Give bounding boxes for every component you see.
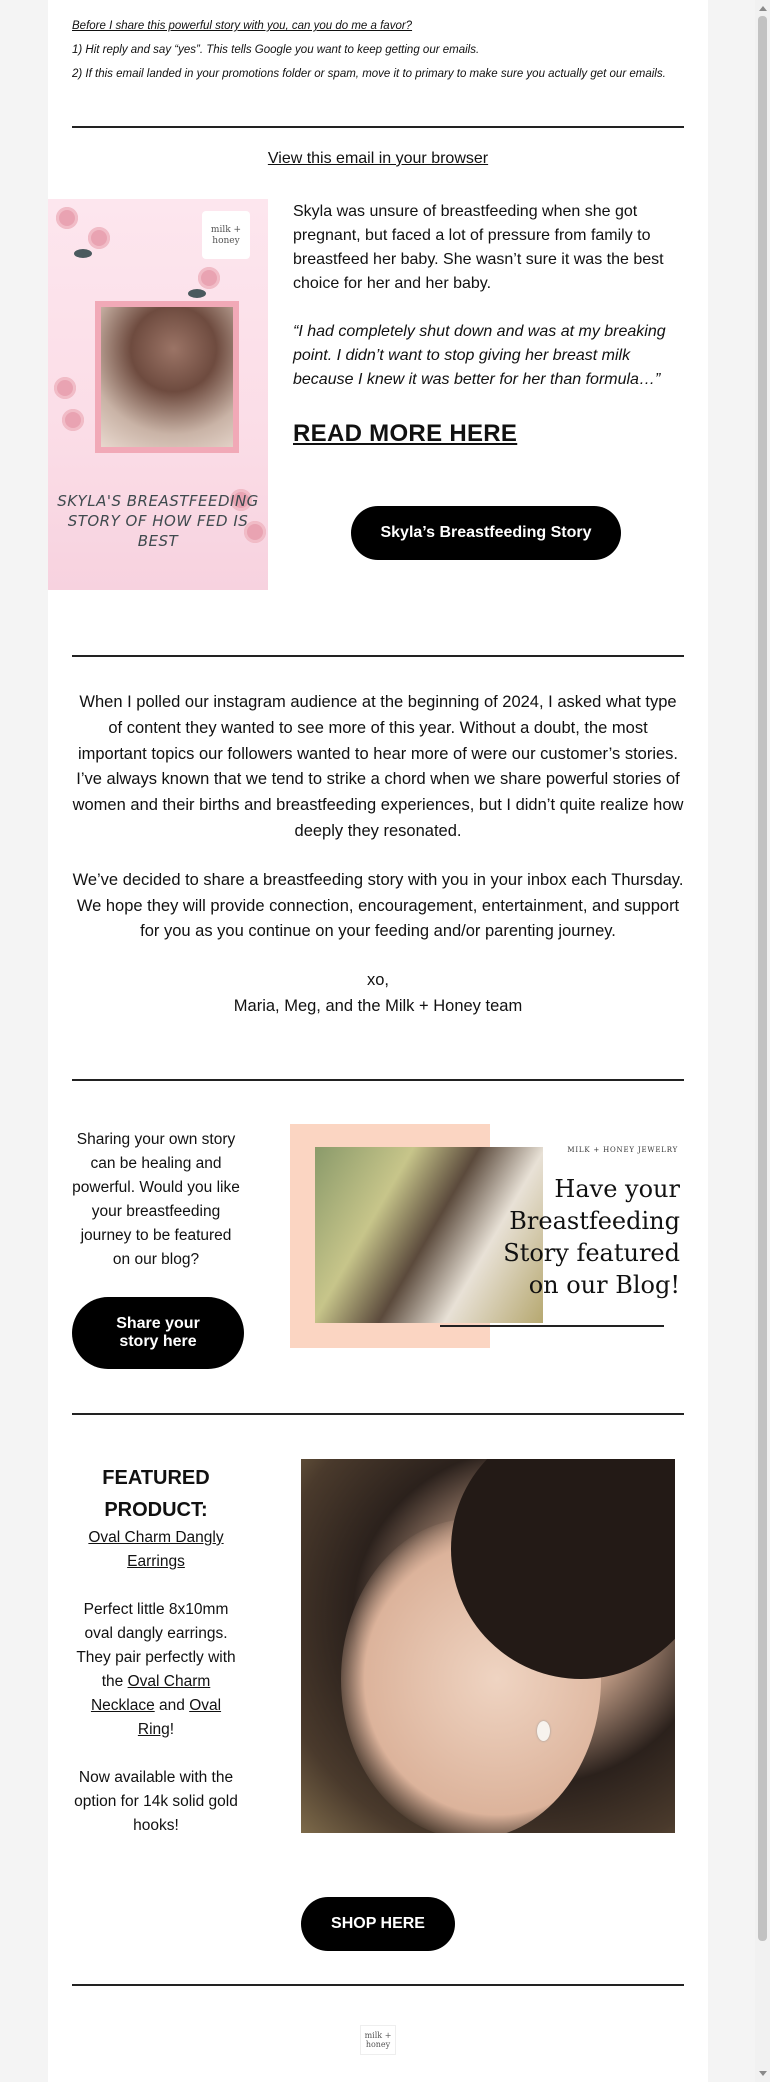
product-description <box>72 1598 240 1742</box>
skyla-story-button[interactable]: Skyla’s Breastfeeding Story <box>351 506 621 560</box>
divider <box>72 126 684 128</box>
story-intro <box>293 200 688 416</box>
preheader <box>72 14 692 86</box>
card-headline: Have your Breastfeeding Story featured on our Blog! <box>503 1175 680 1299</box>
exclamation: ! <box>169 1721 175 1738</box>
divider <box>72 1984 684 1986</box>
step-2-text: 2) If this email landed in your promotions folder or spam, move it to primary to make sure you actually get our emails. <box>72 68 666 80</box>
milk-honey-logo: milk + honey <box>202 211 250 259</box>
flower-decoration <box>198 267 220 289</box>
footer-logo[interactable]: milk + honey <box>360 2025 396 2055</box>
story-quote: “I had completely shut down and was at my breaking point. I didn’t want to stop giving her breast milk because I knew it was better for her than formula…” <box>293 323 666 388</box>
availability-text: Now available with the option for 14k solid gold hooks! <box>74 1769 238 1834</box>
leaf-decoration <box>188 289 206 298</box>
and-text: and <box>159 1697 185 1714</box>
leaf-decoration <box>74 249 92 258</box>
signoff: xo, <box>366 971 389 990</box>
shop-here-button[interactable]: SHOP HERE <box>301 1897 455 1951</box>
flower-decoration <box>62 409 84 431</box>
product-link[interactable]: Oval Charm Dangly Earrings <box>88 1529 224 1570</box>
share-story-button[interactable] <box>72 1297 244 1369</box>
earring-shape <box>537 1721 550 1741</box>
flower-decoration <box>54 377 76 399</box>
skyla-story-image[interactable] <box>48 199 268 590</box>
product-desc-text: Perfect little 8x10mm oval dangly earrings. They pair perfectly with the <box>76 1601 236 1690</box>
poll-paragraph-2: We’ve decided to share a breastfeeding story with you in your inbox each Thursday. We hope they will provide connection, encouragement, entertainment, and support for you as you continue on your feeding and/or parenting journey. <box>72 870 684 941</box>
featured-title: FEATURED PRODUCT: <box>102 1467 210 1521</box>
scroll-down-arrow-icon[interactable] <box>759 2071 767 2076</box>
poll-section <box>72 690 684 1020</box>
card-underline <box>440 1325 664 1327</box>
ring-link[interactable]: Oval Ring <box>137 1697 222 1738</box>
earring-model-photo[interactable] <box>301 1459 675 1833</box>
divider <box>72 1413 684 1415</box>
scrollbar-thumb[interactable] <box>758 16 767 1941</box>
divider <box>72 1079 684 1081</box>
favor-text: Before I share this powerful story with you, can you do me a favor? <box>72 20 413 32</box>
card-brand: MILK + HONEY JEWELRY <box>567 1146 678 1154</box>
share-story-text: Sharing your own story can be healing and powerful. Would you like your breastfeeding journey to be featured on our blog? <box>72 1131 240 1268</box>
scrollbar[interactable] <box>755 0 770 2082</box>
image-caption: SKYLA'S BREASTFEEDING STORY OF HOW FED IS BEST <box>57 492 259 550</box>
story-intro-text: Skyla was unsure of breastfeeding when she got pregnant, but faced a lot of pressure from family to breastfeed her baby. She wasn’t sure it was the best choice for her and her baby. <box>293 203 664 292</box>
featured-product <box>72 1462 240 1862</box>
signature: Maria, Meg, and the Milk + Honey team <box>233 996 523 1015</box>
poll-paragraph-1: When I polled our instagram audience at the beginning of 2024, I asked what type of content they wanted to see more of this year. Without a doubt, the most important topics our followers wanted to hear more of were our customer’s stories. I’ve always known that we tend to strike a chord when we share powerful stories of women and their births and breastfeeding experiences, but I didn’t quite realize how deeply they resonated. <box>72 693 684 840</box>
blog-feature-card[interactable] <box>290 1124 682 1348</box>
flower-decoration <box>88 227 110 249</box>
mother-baby-photo <box>95 301 239 453</box>
read-more-link[interactable]: READ MORE HERE <box>293 420 518 447</box>
flower-decoration <box>56 207 78 229</box>
scroll-up-arrow-icon[interactable] <box>759 6 767 11</box>
email-body <box>48 0 708 2082</box>
share-story-button-label: Share your story here <box>116 1315 200 1350</box>
divider <box>72 655 684 657</box>
necklace-link[interactable]: Oval Charm Necklace <box>90 1673 211 1714</box>
step-1-text: 1) Hit reply and say “yes”. This tells Google you want to keep getting our emails. <box>72 44 480 56</box>
view-in-browser-link[interactable]: View this email in your browser <box>267 150 489 167</box>
